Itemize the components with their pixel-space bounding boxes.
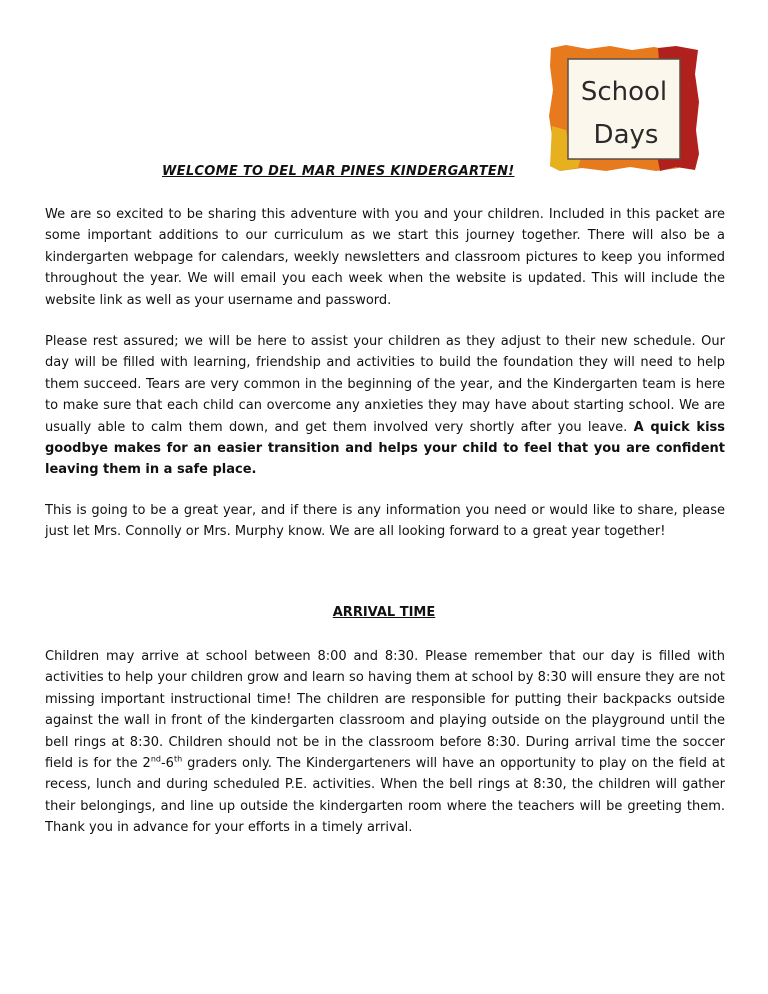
arrival-text-after: graders only. The Kindergarteners will have an opportunity to play on the field at recess, lunch and during scheduled P.E. activities. When the bell rings at 8:30, the children will gather their belongings, and line up outside the kindergarten room where the teachers will be greeting them. Thank you in advance for your efforts in a timely arrival. (45, 756, 725, 836)
paragraph-closing: This is going to be a great year, and if there is any information you need or would like to share, please just let Mrs. Connolly or Mrs. Murphy know. We are all looking forward to a great year together! (45, 503, 725, 540)
arrival-sup-nd: nd (150, 754, 161, 764)
arrival-sup-th: th (173, 754, 183, 764)
paragraph-reassurance-text: Please rest assured; we will be here to assist your children as they adjust to their new schedule. Our day will be filled with learning, friendship and activities to build the foundation they will need to help them succeed. Tears are very common in the beginning of the year, and the Kindergarten team is here to make sure that each child can overcome any anxieties they may have about starting school. We are usually able to calm them down, and get them involved very shortly after you leave. (45, 334, 725, 435)
paragraph-welcome: We are so excited to be sharing this adventure with you and your children. Included in this packet are some important additions to our curriculum as we start this journey together. There will also be a kindergarten webpage for calendars, weekly newsletters and classroom pictures to keep you informed throughout the year. We will email you each week when the website is updated. This will include the website link as well as your username and password. (45, 207, 725, 308)
school-days-logo (548, 44, 700, 172)
page-title: WELCOME TO DEL MAR PINES KINDERGARTEN! (162, 164, 515, 179)
arrival-text-middle: -6 (160, 756, 174, 772)
arrival-text-before: Children may arrive at school between 8:00 and 8:30. Please remember that our day is filled with activities to help your children grow and learn so having them at school by 8:30 will ensure they are not missing important instructional time! The children are responsible for putting their backpacks outside against the wall in front of the kindergarten classroom and playing outside on the playground until the bell rings at 8:30. Children should not be in the classroom before 8:30. During arrival time the soccer field is for the 2 (45, 649, 725, 772)
arrival-heading: ARRIVAL TIME (332, 605, 436, 620)
paragraph-arrival (45, 646, 725, 839)
logo-line2: Days (593, 120, 659, 150)
paragraph-reassurance (45, 331, 725, 481)
logo-line1: School (580, 77, 668, 107)
paragraph-reassurance-emphasis: A quick kiss goodbye makes for an easier transition and helps your child to feel that you are confident leaving them in a safe place. (45, 419, 726, 478)
